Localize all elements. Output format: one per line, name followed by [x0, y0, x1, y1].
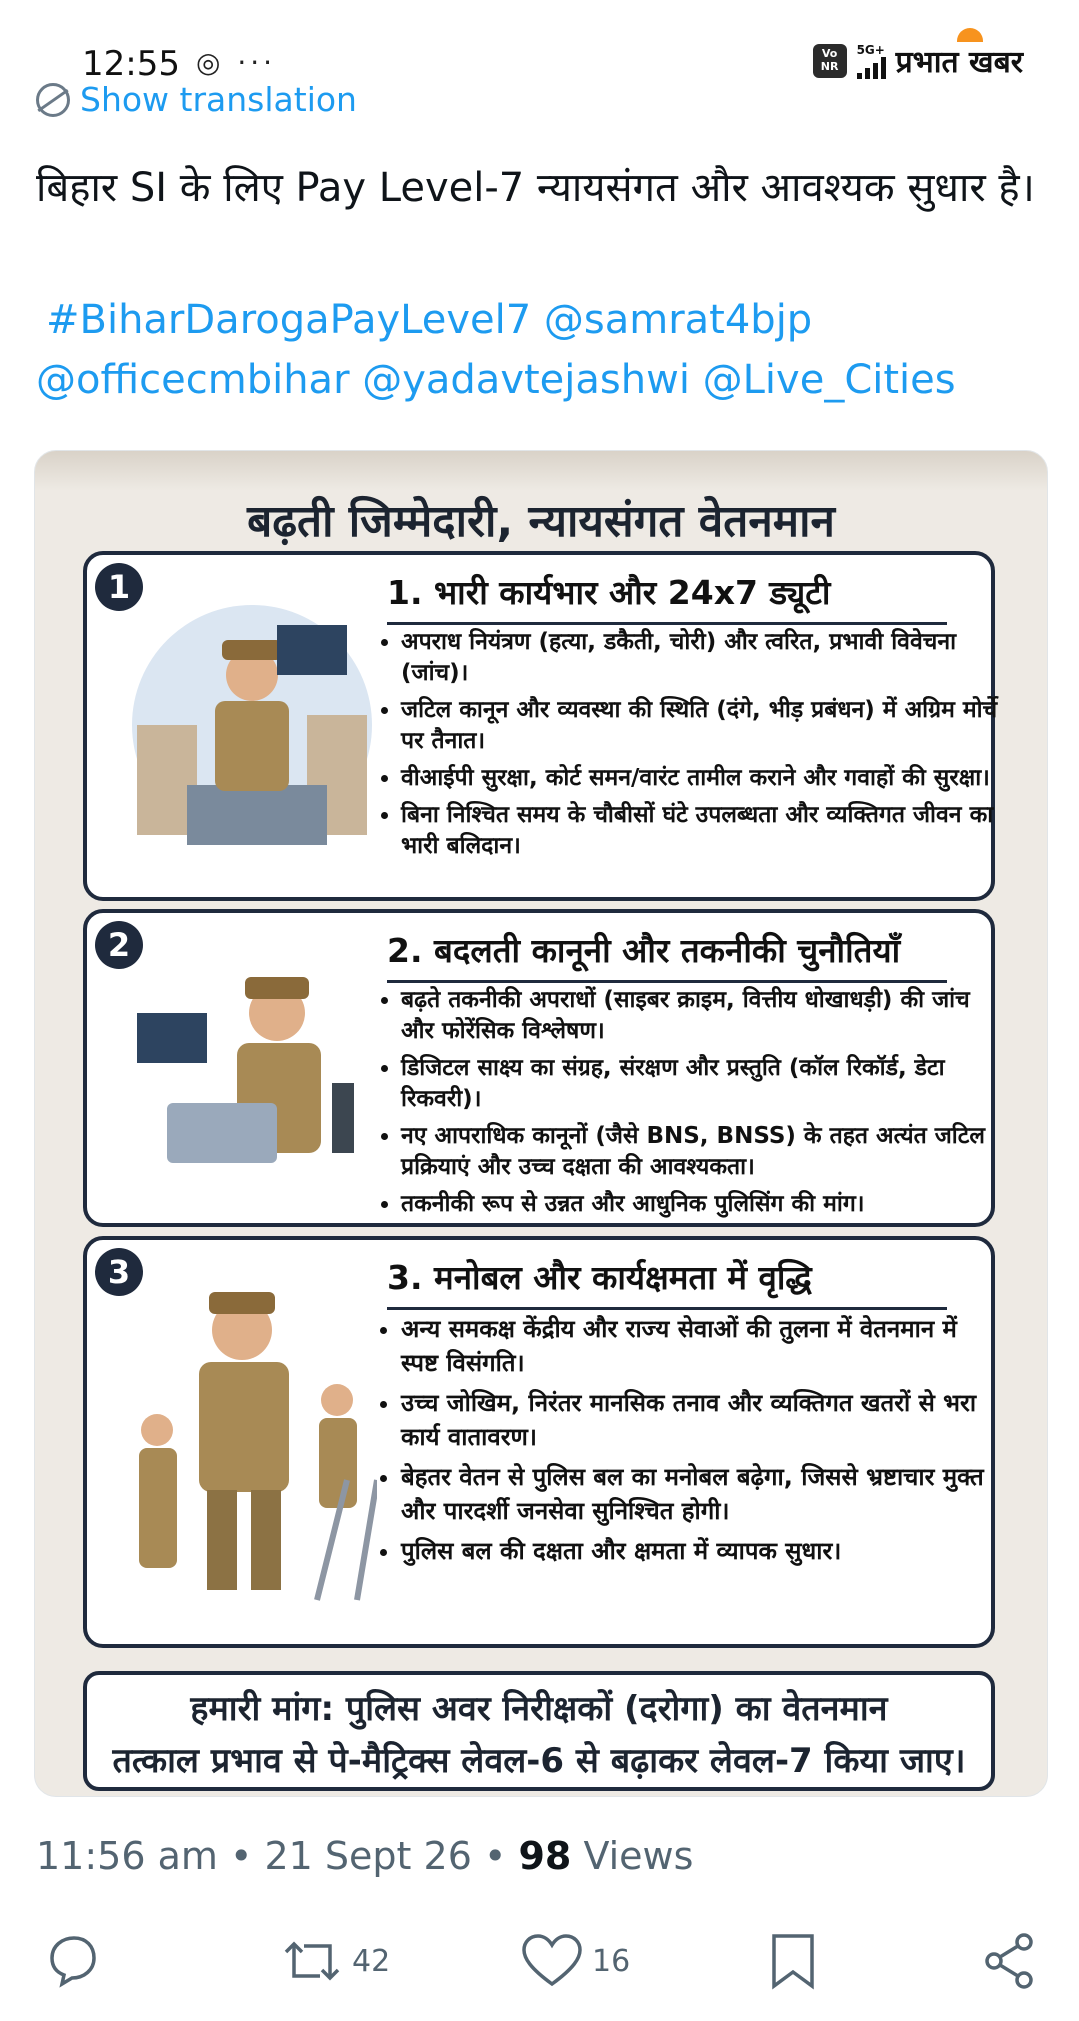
list-item: • डिजिटल साक्ष्य का संग्रह, संरक्षण और प्रस्तुति (कॉल रिकॉर्ड, डेटा रिकवरी)। [401, 1053, 1001, 1115]
hashtag-mention-line-1[interactable]: #BiharDarogaPayLevel7 @samrat4bjp [46, 297, 813, 343]
demand-line-1: हमारी मांग: पुलिस अवर निरीक्षकों (दरोगा) का वेतनमान [190, 1689, 888, 1729]
notification-icons: ◎ ··· [196, 46, 277, 79]
list-item: • बिना निश्चित समय के चौबीसों घंटे उपलब्धता और व्यक्तिगत जीवन का भारी बलिदान। [401, 800, 1001, 862]
show-translation-label: Show translation [80, 80, 357, 119]
like-button[interactable] [520, 1932, 630, 1990]
status-right [813, 40, 1023, 81]
brand-logo [896, 40, 1023, 81]
list-item: • पुलिस बल की दक्षता और क्षमता में व्यापक सुधार। [401, 1534, 1001, 1568]
list-item: • अन्य समकक्ष केंद्रीय और राज्य सेवाओं की तुलना में वेतनमान में स्पष्ट विसंगति। [401, 1312, 1001, 1380]
share-button[interactable] [980, 1932, 1040, 1990]
poster-top-strip [35, 451, 1047, 491]
repost-icon [280, 1932, 344, 1990]
panel-number: 3 [95, 1248, 143, 1296]
repost-count: 42 [352, 1943, 391, 1979]
heart-icon [520, 1932, 584, 1990]
panel-heading: 2. बदलती कानूनी और तकनीकी चुनौतियाँ [387, 927, 947, 983]
signal-icon [857, 57, 886, 79]
panel-list [377, 627, 1001, 868]
list-item: • अपराध नियंत्रण (हत्या, डकैती, चोरी) और त्वरित, प्रभावी विवेचना (जांच)। [401, 627, 1001, 689]
panel-list [377, 1312, 1001, 1574]
list-item: • जटिल कानून और व्यवस्था की स्थिति (दंगे, भीड़ प्रबंधन) में अग्रिम मोर्चे पर तैनात। [401, 695, 1001, 757]
panel-heading: 3. मनोबल और कार्यक्षमता में वृद्धि [387, 1254, 947, 1310]
list-item: • तकनीकी रूप से उन्नत और आधुनिक पुलिसिंग की मांग। [401, 1189, 1001, 1220]
list-item: • बेहतर वेतन से पुलिस बल का मनोबल बढ़ेगा, जिससे भ्रष्टाचार मुक्त और पारदर्शी जनसेवा सुनिश्चित होगी। [401, 1460, 1001, 1528]
demand-box [83, 1671, 995, 1791]
poster-panel-2 [83, 909, 995, 1227]
signal-indicator [857, 43, 886, 79]
views-count: 98 [518, 1834, 572, 1878]
translate-icon [36, 83, 70, 117]
bookmark-button[interactable] [766, 1932, 820, 1990]
volte-icon: Vo NR [813, 44, 847, 78]
panel-list [377, 985, 1001, 1226]
officer-laptop-illustration [127, 953, 377, 1193]
poster-panel-3 [83, 1236, 995, 1648]
list-item: • उच्च जोखिम, निरंतर मानसिक तनाव और व्यक्तिगत खतरों से भरा कार्य वातावरण। [401, 1386, 1001, 1454]
clock: 12:55 [82, 44, 180, 84]
views-label[interactable]: Views [583, 1834, 694, 1878]
tweet-date: 21 Sept 26 [264, 1834, 472, 1878]
mention-line-2[interactable]: @officecmbihar @yadavtejashwi @Live_Cities [36, 357, 956, 403]
tweet-text: बिहार SI के लिए Pay Level-7 न्यायसंगत और आवश्यक सुधार है। [36, 165, 1035, 211]
officers-group-illustration [127, 1280, 377, 1610]
poster-title: बढ़ती जिम्मेदारी, न्यायसंगत वेतनमान [247, 496, 835, 547]
list-item: • बढ़ते तकनीकी अपराधों (साइबर क्राइम, वित्तीय धोखाधड़ी) की जांच और फोरेंसिक विश्लेषण। [401, 985, 1001, 1047]
list-item: • वीआईपी सुरक्षा, कोर्ट समन/वारंट तामील कराने और गवाहों की सुरक्षा। [401, 763, 1001, 794]
panel-heading: 1. भारी कार्यभार और 24x7 ड्यूटी [387, 569, 947, 625]
brand-name: प्रभात खबर [895, 45, 1023, 80]
poster-panel-1 [83, 551, 998, 901]
panel-number: 1 [95, 563, 143, 611]
demand-line-2: तत्काल प्रभाव से पे-मैट्रिक्स लेवल-6 से बढ़ाकर लेवल-7 किया जाए। [112, 1741, 966, 1781]
tweet-links [36, 290, 1046, 410]
list-item: • नए आपराधिक कानूनों (जैसे BNS, BNSS) के तहत अत्यंत जटिल प्रक्रियाएं और उच्च दक्षता की आवश्यकता। [401, 1121, 1001, 1183]
action-bar [0, 1932, 1079, 2002]
reply-button[interactable] [44, 1932, 102, 1990]
tweet-time: 11:56 am [36, 1834, 218, 1878]
network-type: 5G+ [856, 42, 885, 57]
repost-button[interactable] [280, 1932, 390, 1990]
reply-icon [44, 1932, 102, 1990]
share-icon [980, 1932, 1040, 1990]
sun-icon [957, 28, 983, 42]
tweet-image[interactable] [34, 450, 1048, 1797]
like-count: 16 [592, 1943, 631, 1979]
show-translation-link[interactable] [36, 80, 357, 119]
tweet-meta: 11:56 am • 21 Sept 26 • 98 Views [36, 1834, 694, 1878]
bookmark-icon [766, 1932, 820, 1990]
officer-desk-illustration [127, 595, 377, 865]
panel-number: 2 [95, 921, 143, 969]
